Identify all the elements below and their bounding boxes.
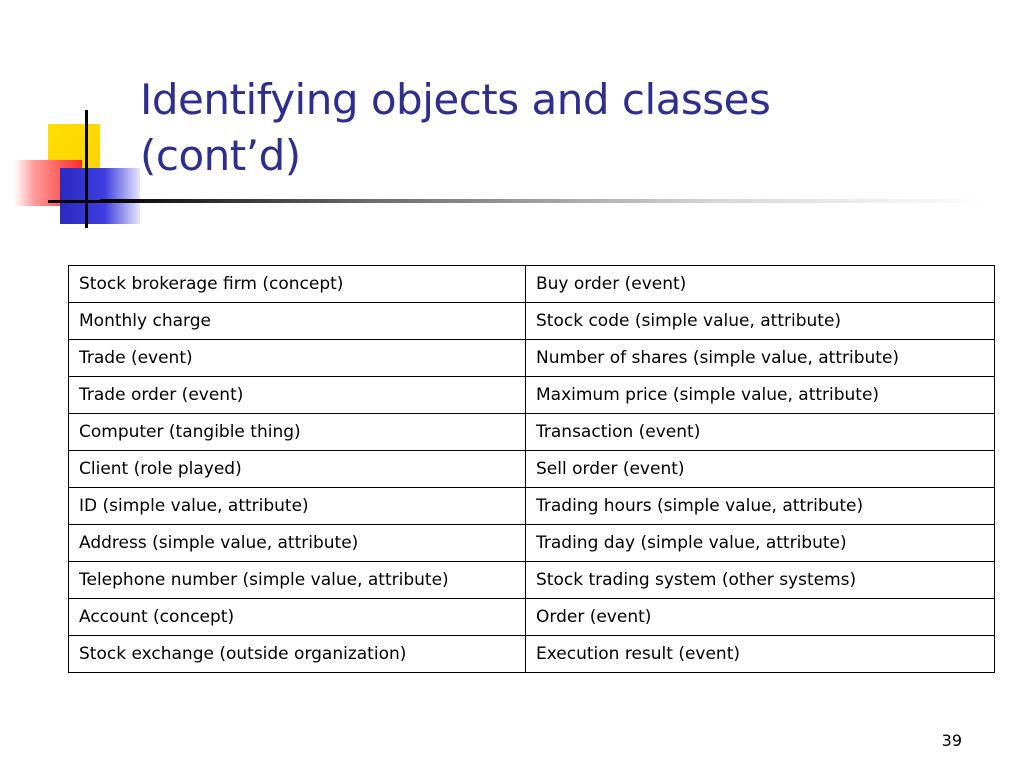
objects-table (68, 265, 995, 673)
table-cell: Execution result (event) (526, 636, 995, 673)
table-cell: Account (concept) (69, 599, 526, 636)
table-row (69, 340, 995, 377)
table-cell: Buy order (event) (526, 266, 995, 303)
table-row (69, 451, 995, 488)
table-cell: Stock exchange (outside organization) (69, 636, 526, 673)
table-cell: Stock brokerage firm (concept) (69, 266, 526, 303)
table-row (69, 303, 995, 340)
table-cell: Order (event) (526, 599, 995, 636)
logo-vertical-line (85, 110, 88, 228)
table-row (69, 488, 995, 525)
title-divider (100, 199, 990, 203)
table-row (69, 377, 995, 414)
table-cell: Number of shares (simple value, attribute) (526, 340, 995, 377)
table-cell: Trade (event) (69, 340, 526, 377)
table-row (69, 266, 995, 303)
table-cell: Stock trading system (other systems) (526, 562, 995, 599)
table-row (69, 525, 995, 562)
table-cell: Trading day (simple value, attribute) (526, 525, 995, 562)
table-row (69, 636, 995, 673)
logo-blue-square (60, 168, 140, 224)
table-cell: Stock code (simple value, attribute) (526, 303, 995, 340)
table-cell: Telephone number (simple value, attribute) (69, 562, 526, 599)
table-cell: Transaction (event) (526, 414, 995, 451)
table-cell: Trade order (event) (69, 377, 526, 414)
slide-title-line-2: (cont’d) (140, 131, 301, 180)
table-row (69, 599, 995, 636)
slide-title-line-1: Identifying objects and classes (140, 75, 771, 124)
table-row (69, 414, 995, 451)
table-cell: Address (simple value, attribute) (69, 525, 526, 562)
table-cell: Client (role played) (69, 451, 526, 488)
table-row (69, 562, 995, 599)
table-cell: Trading hours (simple value, attribute) (526, 488, 995, 525)
table-cell: ID (simple value, attribute) (69, 488, 526, 525)
table-cell: Monthly charge (69, 303, 526, 340)
page-number: 39 (941, 731, 962, 750)
table-cell: Computer (tangible thing) (69, 414, 526, 451)
slide-title (140, 72, 1000, 184)
table-cell: Sell order (event) (526, 451, 995, 488)
table-cell: Maximum price (simple value, attribute) (526, 377, 995, 414)
